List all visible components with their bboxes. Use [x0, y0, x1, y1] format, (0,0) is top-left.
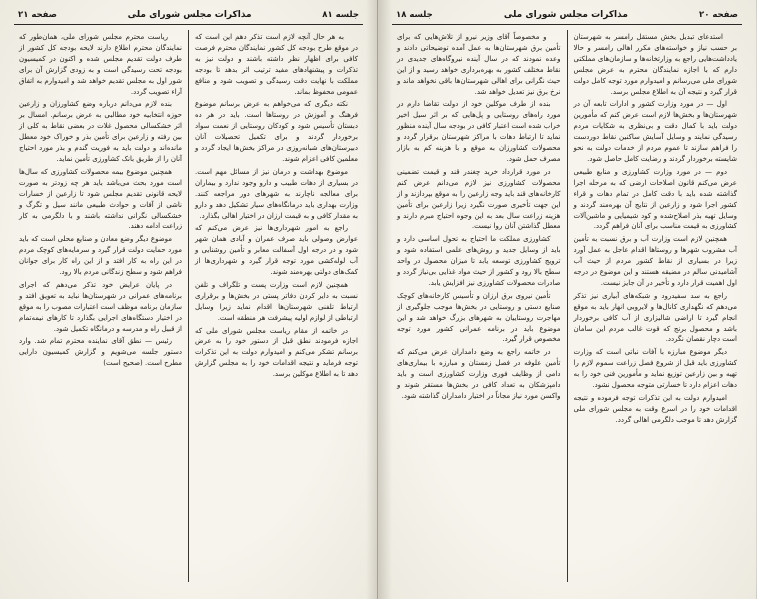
- text-column: [392, 30, 566, 582]
- paragraph: دوم — در مورد وزارت کشاورزی و منابع طبیعی عرض می‌کنم قانون اصلاحات ارضی که به مرحله اجرا گذاشته شده باید با دقت کامل در تمام دهات و قراء کشور اجرا شود و زارعین از نتایج آن بهره‌مند گردند و وسایل تهیه بذر اصلاح‌شده و کود شیمیایی و ماشین‌آلات کشاورزی به قیمت مناسب برای آنان فراهم گردد.: [573, 167, 737, 231]
- header-rule: [14, 24, 363, 25]
- paragraph: کشاورزی مملکت ما احتیاج به تحول اساسی دارد و باید از وسایل جدید و روش‌های علمی استفاده شود و ترویج کشاورزی توسعه یابد تا میزان محصول در واحد سطح بالا رود و کشور از حیث مواد غذایی بی‌نیاز گردد و صادرات محصولات کشاورزی نیز افزایش یابد.: [397, 235, 561, 287]
- session-number: جلسه ۱۸: [396, 10, 433, 20]
- paragraph: استدعای تبدیل بخش مستقل رامسر به شهرستان بر حسب نیاز و خواسته‌های مکرر اهالی رامسر و حالا یادداشت‌هایی راجع به وزارتخانه‌ها و سازمان‌های مملکتی دارم که با اجازه نمایندگان محترم به عرض مجلس شورای ملی می‌رسانم و امیدوارم مورد توجه کامل دولت قرار گیرد و نتیجه آن به اطلاع مجلس برسد.: [573, 33, 737, 96]
- paragraph: راجع به امور شهرداری‌ها نیز عرض می‌کنم که عوارض وصولی باید صرف عمران و آبادی همان شهر شود و در درجه اول آسفالت معابر و تأمین روشنایی و آب لوله‌کشی مورد توجه قرار گیرد و شهرداری‌ها از کمک‌های دولتی بهره‌مند شوند.: [195, 224, 358, 277]
- paragraph: رئیس — نطق آقای نماینده محترم تمام شد. وارد دستور جلسه می‌شویم و گزارش کمیسیون دارایی مطرح است. (صحیح است): [19, 337, 182, 368]
- page-number: صفحه ۲۰: [699, 10, 738, 20]
- journal-title: مذاکرات مجلس شورای ملی: [127, 10, 252, 20]
- page-right: [378, 0, 756, 599]
- column-divider: [567, 30, 568, 582]
- paragraph: در خاتمه از مقام ریاست مجلس شورای ملی که اجازه فرمودند نطق قبل از دستور خود را به عرض برسانم تشکر می‌کنم و امیدوارم دولت به این تذکرات توجه فرماید و نتیجه اقدامات خود را به مجلس گزارش دهد تا به اطلاع موکلین برسد.: [195, 326, 358, 379]
- page-header-right: [392, 10, 742, 22]
- paragraph: راجع به سد سفیدرود و شبکه‌های آبیاری نیز تذکر می‌دهم که نگهداری کانال‌ها و لایروبی انهار باید به موقع انجام گیرد تا اراضی شالیزاری از آب کافی برخوردار باشد و محصول برنج که قوت غالب مردم این سامان است دچار نقصان نگردد.: [573, 291, 737, 344]
- text-columns-left-page: [14, 30, 363, 582]
- text-column: [190, 30, 363, 582]
- page-header-left: [14, 10, 363, 22]
- text-column: [569, 30, 743, 582]
- paragraph: همچنین موضوع بیمه محصولات کشاورزی که سال‌ها است مورد بحث می‌باشد باید هر چه زودتر به صورت لایحه قانونی تقدیم مجلس شود تا زارعین از خسارات ناشی از آفات و حوادث طبیعی مانند سیل و تگرگ و خشکسالی نگرانی نداشته باشند و با دلگرمی به کار زراعت ادامه دهند.: [19, 167, 182, 231]
- paragraph: دیگر موضوع مبارزه با آفات نباتی است که وزارت کشاورزی باید قبل از شروع فصل زراعت سموم لازم را تهیه و بین زارعین توزیع نماید و مأمورین فنی خود را به دهات اعزام دارد تا خسارتی متوجه محصول نشود.: [573, 348, 737, 390]
- paragraph: موضوع بهداشت و درمان نیز از مسائل مهم است. در بسیاری از دهات طبیب و دارو وجود ندارد و بیماران برای معالجه ناچارند به شهرهای دور مراجعه کنند. وزارت بهداری باید درمانگاه‌های سیار تشکیل دهد و دارو به مقدار کافی و به قیمت ارزان در اختیار اهالی بگذارد.: [195, 167, 358, 220]
- paragraph: بنده لازم می‌دانم درباره وضع کشاورزان و زارعین حوزه انتخابیه خود مطالبی به عرض برسانم. امسال بر اثر خشکسالی محصول غلات در بعضی نقاط به کلی از بین رفته و زارعین برای تأمین بذر و خوراک خود معطل مانده‌اند و دولت باید به فوریت گندم و بذر مورد احتیاج آنان را از طریق بانک کشاورزی تأمین نماید.: [19, 100, 182, 163]
- paragraph: در خاتمه راجع به وضع دامداران عرض می‌کنم که تأمین علوفه در فصل زمستان و مبارزه با بیماری‌های دامی از وظایف فوری وزارت کشاورزی است و باید دامپزشکان به تعداد کافی در بخش‌ها مستقر شوند و واکسن مورد نیاز مجاناً در اختیار دامداران گذاشته شود.: [397, 348, 561, 400]
- paragraph: بنده از طرف موکلین خود از دولت تقاضا دارم در مورد راه‌های روستایی و پل‌هایی که بر اثر سیل اخیر خراب شده است اعتبار کافی در بودجه سال آینده منظور نماید تا ارتباط دهات با مراکز شهرستان برقرار گردد و محصولات کشاورزان به موقع و با هزینه کم به بازار مصرف حمل شود.: [397, 100, 561, 163]
- column-divider: [188, 30, 189, 582]
- journal-title: مذاکرات مجلس شورای ملی: [503, 10, 628, 20]
- page-left: [0, 0, 378, 599]
- paragraph: همچنین لازم است وزارت آب و برق نسبت به تأمین آب مشروب شهرها و روستاها اقدام عاجل به عمل آورد زیرا در بسیاری از نقاط کشور مردم از حیث آب آشامیدنی سالم در مضیقه هستند و این موضوع در درجه اول اهمیت قرار دارد و تأخیر در آن جایز نیست.: [573, 235, 737, 287]
- paragraph: اول — در مورد وزارت کشور و ادارات تابعه آن در شهرستان‌ها و بخش‌ها لازم است عرض کنم که مأمورین دولت باید با کمال دقت و بی‌نظری به شکایات مردم رسیدگی نمایند و وسایل آسایش ساکنین نقاط دوردست را فراهم سازند تا عموم مردم از خدمات دولت به نحو شایسته برخوردار گردند و رضایت کامل حاصل شود.: [573, 100, 737, 163]
- text-columns-right-page: [392, 30, 742, 582]
- paragraph: و مخصوصاً آقای وزیر نیرو از تلاش‌هایی که برای تأمین برق شهرستان‌ها به عمل آمده توضیحاتی دادند و وعده نمودند که در سال آینده نیروگاه‌های جدیدی در نقاط مختلف کشور به بهره‌برداری خواهد رسید و از این حیث نگرانی برای اهالی شهرستان‌ها باقی نخواهد ماند و نرخ برق نیز تعدیل خواهد شد.: [397, 33, 561, 96]
- page-number: صفحه ۲۱: [18, 10, 57, 20]
- paragraph: در پایان عرایض خود تذکر می‌دهم که اجرای برنامه‌های عمرانی در شهرستان‌ها نباید به تعویق افتد و سازمان برنامه موظف است اعتبارات مصوب را به موقع در اختیار دستگاه‌های اجرایی بگذارد تا کارهای نیمه‌تمام از قبیل راه و مدرسه و درمانگاه تکمیل شود.: [19, 280, 182, 333]
- paragraph: در مورد قرارداد خرید چغندر قند و قیمت تضمینی محصولات کشاورزی نیز لازم می‌دانم عرض کنم کارخانه‌های قند باید وجه زارعین را به موقع بپردازند و از این جهت تأخیری صورت نگیرد زیرا زارعین برای تأمین هزینه زراعت سال بعد به این وجوه احتیاج مبرم دارند و معطل گذاشتن آنان روا نیست.: [397, 167, 561, 231]
- paragraph: همچنین لازم است وزارت پست و تلگراف و تلفن نسبت به دایر کردن دفاتر پستی در بخش‌ها و برقراری ارتباط تلفنی شهرستان‌ها اقدام نماید زیرا وسایل ارتباطی از لوازم اولیه پیشرفت هر منطقه است.: [195, 280, 358, 322]
- header-rule: [392, 24, 742, 25]
- paragraph: امیدوارم دولت به این تذکرات توجه فرموده و نتیجه اقدامات خود را در اسرع وقت به مجلس شورای ملی گزارش دهد تا موجب دلگرمی اهالی گردد.: [573, 394, 737, 424]
- text-column: [14, 30, 187, 582]
- paragraph: به هر حال آنچه لازم است تذکر دهم این است که در موقع طرح بودجه کل کشور نمایندگان محترم فرصت کافی برای اظهار نظر داشته باشند و دولت نیز به تذکرات و پیشنهادهای مفید ترتیب اثر بدهد تا بودجه مملکت با نهایت دقت رسیدگی و تصویب شود و منافع عمومی محفوظ بماند.: [195, 33, 358, 96]
- paragraph: ریاست محترم مجلس شورای ملی، همان‌طور که نمایندگان محترم اطلاع دارند لایحه بودجه کل کشور از طرف دولت تقدیم مجلس شده و اکنون در کمیسیون بودجه تحت رسیدگی است و به زودی گزارش آن برای شور اول به مجلس تقدیم خواهد شد و امیدوارم به اتفاق آراء تصویب گردد.: [19, 33, 182, 96]
- session-number: جلسه ۸۱: [322, 10, 359, 20]
- paragraph: تأمین نیروی برق ارزان و تأسیس کارخانه‌های کوچک صنایع دستی و روستایی در بخش‌ها موجب جلوگیری از مهاجرت روستاییان به شهرهای بزرگ خواهد شد و این موضوع باید در برنامه عمرانی کشور مورد توجه مخصوص قرار گیرد.: [397, 291, 561, 344]
- paragraph: نکته دیگری که می‌خواهم به عرض برسانم موضوع فرهنگ و آموزش در روستاها است. باید در هر ده دبستان تأسیس شود و کودکان روستایی از نعمت سواد برخوردار گردند و برای تکمیل تحصیلات آنان دبیرستان‌های شبانه‌روزی در مراکز بخش‌ها ایجاد گردد و معلمین کافی اعزام شوند.: [195, 100, 358, 163]
- paragraph: موضوع دیگر وضع معادن و صنایع محلی است که باید مورد حمایت دولت قرار گیرد و سرمایه‌های کوچک مردم در این راه به کار افتد و از این راه کار برای جوانان فراهم شود و سطح زندگانی مردم بالا رود.: [19, 235, 182, 277]
